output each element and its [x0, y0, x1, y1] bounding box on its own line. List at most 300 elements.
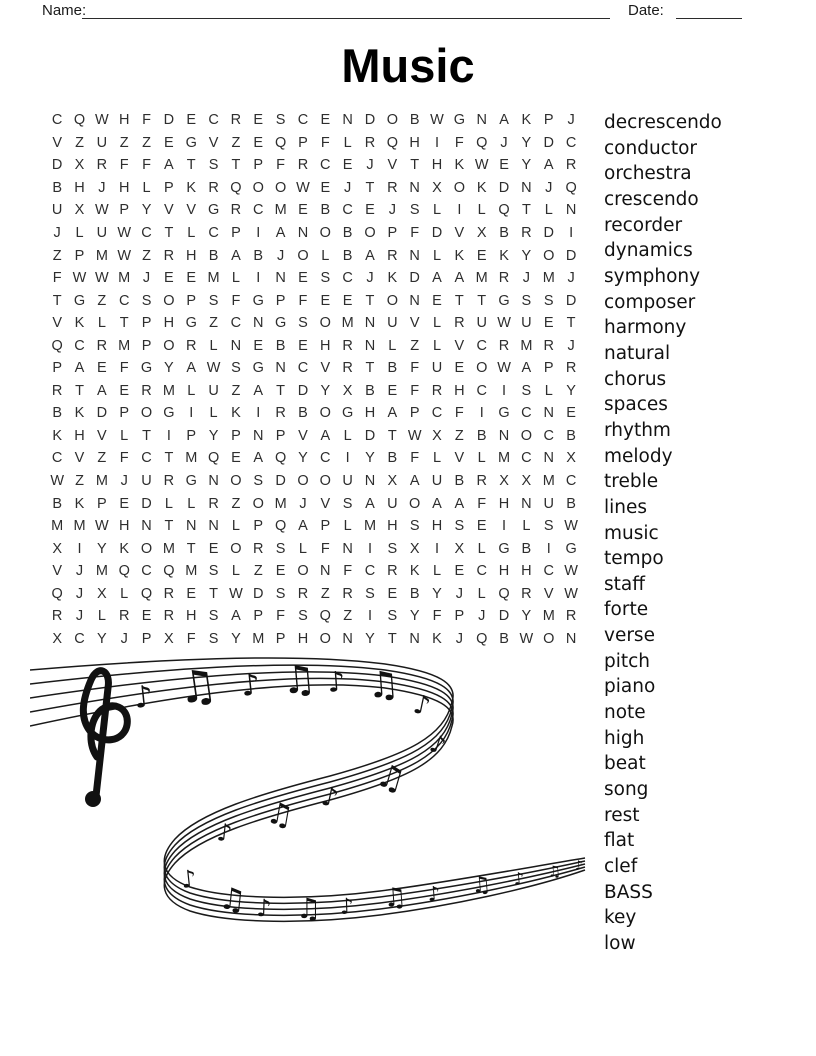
grid-letter: O	[520, 427, 533, 444]
grid-letter: F	[186, 630, 196, 647]
grid-letter: C	[342, 270, 353, 287]
grid-letter: Y	[97, 540, 107, 557]
grid-letter: L	[432, 202, 442, 219]
grid-letter: E	[342, 157, 353, 174]
grid-letter: M	[542, 473, 555, 490]
grid-letter: K	[499, 247, 509, 264]
grid-letter: S	[275, 585, 286, 602]
grid-letter: W	[497, 360, 511, 377]
grid-letter: P	[141, 315, 152, 332]
word-list-item: melody	[604, 445, 673, 467]
grid-letter: N	[521, 179, 532, 196]
grid-letter: E	[476, 247, 487, 264]
grid-letter: L	[343, 427, 352, 444]
word-list-item: clef	[604, 856, 638, 878]
grid-letter: D	[275, 473, 286, 490]
music-note-icon: ♪	[339, 894, 355, 920]
grid-letter: Z	[142, 247, 151, 264]
grid-letter: Y	[566, 382, 576, 399]
grid-letter: N	[521, 495, 532, 512]
grid-letter: I	[502, 382, 507, 399]
grid-letter: M	[51, 518, 64, 535]
word-list-item: orchestra	[604, 163, 692, 185]
word-list-item: dynamics	[604, 240, 693, 262]
grid-letter: L	[75, 225, 84, 241]
grid-letter: J	[388, 202, 396, 219]
grid-letter: Q	[386, 134, 398, 151]
grid-letter: L	[120, 585, 129, 602]
grid-letter: C	[51, 450, 63, 467]
grid-letter: G	[565, 540, 577, 557]
grid-letter: O	[274, 179, 287, 196]
music-note-icon: ♫	[296, 892, 322, 925]
grid-letter: K	[74, 405, 85, 422]
music-note-icon: ♪	[426, 881, 442, 906]
grid-letter: D	[253, 585, 264, 602]
grid-letter: C	[565, 473, 577, 490]
grid-letter: N	[185, 518, 197, 535]
grid-letter: S	[275, 112, 286, 129]
grid-letter: M	[95, 563, 108, 580]
grid-letter: B	[566, 495, 576, 512]
grid-letter: I	[189, 405, 194, 422]
grid-letter: W	[519, 630, 534, 647]
grid-letter: M	[252, 630, 265, 647]
grid-letter: H	[454, 382, 465, 399]
grid-letter: G	[73, 292, 86, 309]
grid-letter: A	[409, 473, 420, 490]
grid-letter: L	[231, 563, 240, 580]
grid-letter: S	[208, 630, 219, 647]
grid-letter: L	[187, 382, 196, 399]
grid-letter: R	[51, 608, 63, 625]
grid-letter: A	[365, 247, 375, 264]
grid-letter: I	[457, 202, 462, 219]
grid-letter: B	[208, 247, 219, 264]
grid-letter: R	[118, 608, 130, 625]
grid-letter: K	[186, 179, 197, 196]
grid-letter: N	[253, 427, 264, 444]
grid-letter: F	[320, 134, 330, 151]
grid-letter: L	[120, 427, 129, 444]
grid-letter: M	[363, 518, 377, 535]
grid-letter: F	[432, 608, 442, 625]
grid-letter: K	[74, 315, 85, 332]
grid-letter: N	[364, 337, 376, 354]
grid-letter: L	[142, 179, 151, 196]
grid-letter: F	[142, 157, 151, 174]
grid-letter: E	[320, 292, 331, 309]
grid-letter: M	[542, 270, 555, 287]
grid-letter: U	[51, 202, 63, 219]
grid-letter: S	[543, 518, 554, 535]
grid-letter: A	[365, 495, 375, 512]
music-note-icon: ♪	[132, 679, 155, 716]
grid-letter: W	[95, 270, 109, 287]
grid-letter: G	[207, 202, 220, 219]
grid-letter: S	[275, 540, 286, 557]
grid-letter: M	[95, 247, 108, 264]
grid-letter: S	[387, 540, 398, 557]
music-note-icon: ♫	[470, 872, 493, 899]
grid-letter: O	[297, 473, 309, 490]
grid-letter: V	[320, 360, 331, 377]
grid-letter: V	[52, 315, 62, 332]
grid-letter: D	[565, 247, 577, 264]
grid-letter: O	[319, 630, 331, 647]
grid-letter: H	[521, 563, 532, 580]
grid-letter: W	[117, 247, 132, 264]
grid-letter: P	[186, 427, 197, 444]
grid-letter: Z	[231, 382, 241, 399]
grid-letter: V	[164, 202, 174, 219]
grid-letter: N	[364, 315, 376, 332]
grid-letter: W	[407, 427, 422, 444]
grid-letter: C	[476, 382, 487, 399]
grid-letter: Q	[498, 585, 510, 602]
grid-letter: L	[321, 247, 330, 264]
grid-letter: A	[432, 495, 442, 512]
grid-letter: Y	[365, 630, 375, 647]
grid-letter: J	[567, 112, 575, 129]
grid-letter: E	[298, 202, 308, 219]
grid-letter: A	[499, 112, 509, 129]
grid-letter: R	[253, 540, 264, 557]
grid-letter: E	[454, 360, 465, 377]
grid-letter: A	[387, 405, 398, 422]
grid-letter: U	[96, 134, 108, 151]
music-note-icon: ♪	[239, 667, 262, 704]
grid-letter: X	[97, 585, 107, 602]
grid-letter: L	[522, 518, 531, 535]
grid-letter: W	[72, 270, 87, 287]
grid-letter: R	[51, 382, 63, 399]
grid-letter: C	[521, 450, 532, 467]
grid-letter: O	[297, 247, 309, 264]
grid-letter: P	[543, 360, 554, 377]
music-note-icon: ♫	[382, 882, 408, 914]
grid-letter: R	[96, 337, 108, 354]
grid-letter: Y	[365, 450, 375, 467]
grid-letter: K	[432, 630, 442, 647]
grid-letter: L	[298, 540, 307, 557]
grid-letter: E	[320, 179, 331, 196]
word-list-item: crescendo	[604, 188, 699, 210]
grid-letter: S	[543, 292, 554, 309]
grid-letter: J	[567, 337, 575, 354]
grid-letter: A	[253, 382, 264, 399]
grid-letter: I	[77, 540, 82, 557]
music-note-icon: ♫	[174, 658, 221, 715]
grid-letter: Z	[253, 563, 263, 580]
grid-letter: W	[50, 473, 65, 490]
grid-letter: O	[543, 247, 555, 264]
grid-letter: B	[275, 337, 286, 354]
grid-letter: R	[275, 405, 286, 422]
page-title: Music	[341, 39, 475, 92]
grid-letter: E	[186, 112, 197, 129]
grid-letter: U	[96, 225, 108, 241]
grid-letter: R	[342, 337, 353, 354]
grid-letter: X	[454, 540, 465, 557]
grid-letter: L	[97, 315, 106, 332]
grid-letter: A	[275, 225, 286, 241]
grid-letter: P	[275, 427, 286, 444]
grid-letter: J	[75, 585, 84, 602]
word-list-item: chorus	[604, 368, 667, 390]
grid-letter: B	[521, 540, 532, 557]
grid-letter: C	[208, 112, 219, 129]
grid-letter: B	[342, 225, 353, 241]
grid-letter: F	[410, 225, 420, 241]
grid-letter: K	[454, 157, 465, 174]
grid-letter: Z	[231, 134, 241, 151]
grid-letter: R	[364, 134, 376, 151]
grid-letter: T	[209, 585, 218, 602]
grid-letter: F	[276, 608, 286, 625]
grid-letter: O	[297, 563, 309, 580]
grid-letter: R	[163, 247, 175, 264]
grid-letter: L	[477, 450, 486, 467]
grid-letter: M	[162, 382, 175, 399]
grid-letter: S	[141, 292, 152, 309]
grid-letter: T	[387, 630, 397, 647]
grid-letter: J	[455, 630, 463, 647]
grid-letter: P	[74, 247, 85, 264]
grid-letter: M	[118, 270, 131, 287]
grid-letter: R	[521, 585, 532, 602]
word-list-item: low	[604, 933, 636, 954]
grid-letter: W	[564, 563, 578, 580]
grid-letter: N	[543, 405, 554, 422]
grid-letter: N	[342, 630, 353, 647]
grid-letter: X	[342, 382, 353, 399]
grid-letter: B	[454, 473, 465, 490]
grid-letter: X	[476, 225, 487, 241]
grid-letter: M	[341, 315, 354, 332]
grid-letter: V	[74, 450, 85, 467]
date-label: Date:	[628, 2, 664, 19]
grid-letter: P	[231, 427, 241, 444]
grid-letter: X	[74, 202, 85, 219]
grid-letter: Q	[274, 518, 287, 535]
word-list-item: rhythm	[604, 419, 671, 441]
grid-letter: T	[387, 427, 397, 444]
grid-letter: R	[230, 112, 242, 129]
word-list-item: spaces	[604, 394, 668, 416]
grid-letter: V	[409, 315, 420, 332]
grid-letter: Y	[521, 134, 532, 151]
grid-letter: Y	[141, 202, 152, 219]
grid-letter: C	[431, 405, 443, 422]
grid-letter: M	[73, 518, 86, 535]
word-list-item: BASS	[604, 881, 653, 903]
grid-letter: J	[500, 134, 508, 151]
grid-letter: N	[364, 473, 376, 490]
grid-letter: Y	[521, 247, 532, 264]
grid-letter: N	[275, 360, 286, 377]
grid-letter: B	[387, 450, 398, 467]
grid-letter: H	[118, 179, 130, 196]
music-note-icon: ♪	[574, 858, 584, 874]
grid-letter: X	[387, 473, 398, 490]
grid-letter: L	[432, 563, 442, 580]
grid-letter: F	[298, 292, 308, 309]
grid-letter: V	[320, 495, 331, 512]
grid-letter: J	[120, 473, 128, 490]
grid-letter: E	[164, 270, 174, 287]
grid-letter: I	[479, 405, 484, 422]
grid-letter: L	[432, 315, 442, 332]
grid-letter: W	[95, 518, 109, 535]
grid-letter: H	[163, 315, 175, 332]
grid-letter: S	[320, 270, 331, 287]
grid-letter: D	[543, 225, 554, 241]
grid-letter: P	[320, 518, 331, 535]
grid-letter: R	[565, 608, 577, 625]
grid-letter: N	[565, 202, 577, 219]
grid-letter: F	[142, 112, 151, 129]
music-note-icon: ♪	[255, 894, 273, 923]
grid-letter: R	[387, 247, 398, 264]
grid-letter: G	[163, 405, 175, 422]
grid-letter: V	[52, 563, 62, 580]
grid-letter: L	[477, 540, 486, 557]
grid-letter: S	[208, 563, 219, 580]
grid-letter: W	[296, 179, 310, 196]
grid-letter: A	[543, 157, 554, 174]
grid-letter: C	[208, 225, 219, 241]
grid-letter: I	[256, 270, 261, 287]
grid-letter: E	[208, 540, 219, 557]
grid-letter: A	[164, 157, 174, 174]
grid-letter: Q	[118, 563, 130, 580]
grid-letter: P	[275, 630, 286, 647]
grid-letter: S	[521, 382, 532, 399]
grid-letter: A	[454, 495, 465, 512]
grid-letter: O	[319, 473, 331, 490]
grid-letter: Y	[164, 360, 174, 377]
grid-letter: L	[432, 337, 442, 354]
grid-letter: J	[299, 495, 307, 512]
grid-letter: F	[320, 540, 330, 557]
grid-letter: L	[432, 247, 442, 264]
grid-letter: V	[52, 134, 62, 151]
grid-letter: S	[409, 518, 420, 535]
grid-letter: D	[498, 179, 510, 196]
grid-letter: J	[75, 563, 84, 580]
grid-letter: E	[253, 337, 264, 354]
grid-letter: O	[453, 179, 465, 196]
grid-letter: K	[454, 247, 465, 264]
grid-letter: N	[275, 270, 286, 287]
grid-letter: O	[319, 405, 331, 422]
grid-letter: A	[253, 450, 264, 467]
grid-letter: E	[231, 450, 241, 467]
grid-letter: R	[342, 585, 353, 602]
grid-letter: L	[209, 405, 218, 422]
grid-letter: H	[498, 495, 510, 512]
grid-letter: Z	[75, 134, 84, 151]
grid-letter: Q	[207, 450, 220, 467]
grid-letter: R	[543, 337, 554, 354]
grid-letter: M	[118, 337, 131, 354]
grid-letter: M	[475, 270, 488, 287]
grid-letter: R	[208, 179, 219, 196]
grid-letter: P	[253, 608, 264, 625]
grid-letter: G	[274, 315, 287, 332]
grid-letter: L	[187, 495, 196, 512]
grid-letter: E	[387, 382, 398, 399]
grid-letter: O	[319, 315, 331, 332]
grid-letter: Q	[274, 450, 287, 467]
grid-letter: A	[186, 360, 197, 377]
grid-letter: X	[521, 473, 532, 490]
grid-letter: B	[387, 360, 398, 377]
grid-letter: T	[365, 360, 375, 377]
grid-letter: J	[522, 270, 531, 287]
grid-letter: Z	[209, 315, 218, 332]
grid-letter: C	[141, 450, 152, 467]
grid-letter: C	[297, 112, 309, 129]
letter-grid	[46, 109, 582, 650]
grid-letter: X	[432, 427, 442, 444]
grid-letter: H	[364, 405, 376, 422]
grid-letter: S	[253, 473, 264, 490]
musical-staff-decoration	[30, 656, 590, 956]
grid-letter: U	[387, 315, 398, 332]
grid-letter: V	[454, 450, 465, 467]
grid-letter: D	[409, 270, 420, 287]
grid-letter: Q	[230, 179, 242, 196]
grid-letter: A	[97, 382, 107, 399]
word-list-item: conductor	[604, 137, 698, 159]
grid-letter: I	[569, 225, 574, 241]
grid-letter: L	[432, 450, 442, 467]
grid-letter: X	[52, 540, 62, 557]
treble-clef-icon	[83, 671, 127, 807]
grid-letter: N	[253, 315, 264, 332]
grid-letter: M	[274, 495, 287, 512]
grid-letter: H	[185, 608, 197, 625]
music-note-icon: ♫	[546, 861, 562, 881]
grid-letter: E	[566, 405, 576, 422]
grid-letter: X	[566, 450, 576, 467]
grid-letter: T	[521, 202, 531, 219]
grid-letter: S	[387, 608, 398, 625]
grid-letter: I	[435, 134, 440, 151]
grid-letter: T	[365, 179, 375, 196]
grid-letter: X	[409, 540, 420, 557]
word-list-item: music	[604, 522, 659, 544]
grid-letter: H	[320, 337, 331, 354]
grid-letter: W	[117, 225, 132, 241]
grid-letter: V	[97, 427, 107, 444]
grid-letter: K	[119, 540, 130, 557]
grid-letter: C	[521, 405, 532, 422]
grid-letter: J	[545, 179, 553, 196]
grid-letter: O	[230, 540, 242, 557]
grid-letter: J	[567, 270, 575, 287]
grid-letter: K	[74, 495, 85, 512]
grid-letter: J	[120, 630, 128, 647]
grid-letter: E	[298, 337, 308, 354]
grid-letter: G	[185, 315, 197, 332]
grid-letter: R	[476, 473, 487, 490]
grid-letter: W	[206, 360, 221, 377]
grid-letter: B	[320, 202, 331, 219]
word-list-item: flat	[604, 830, 635, 852]
